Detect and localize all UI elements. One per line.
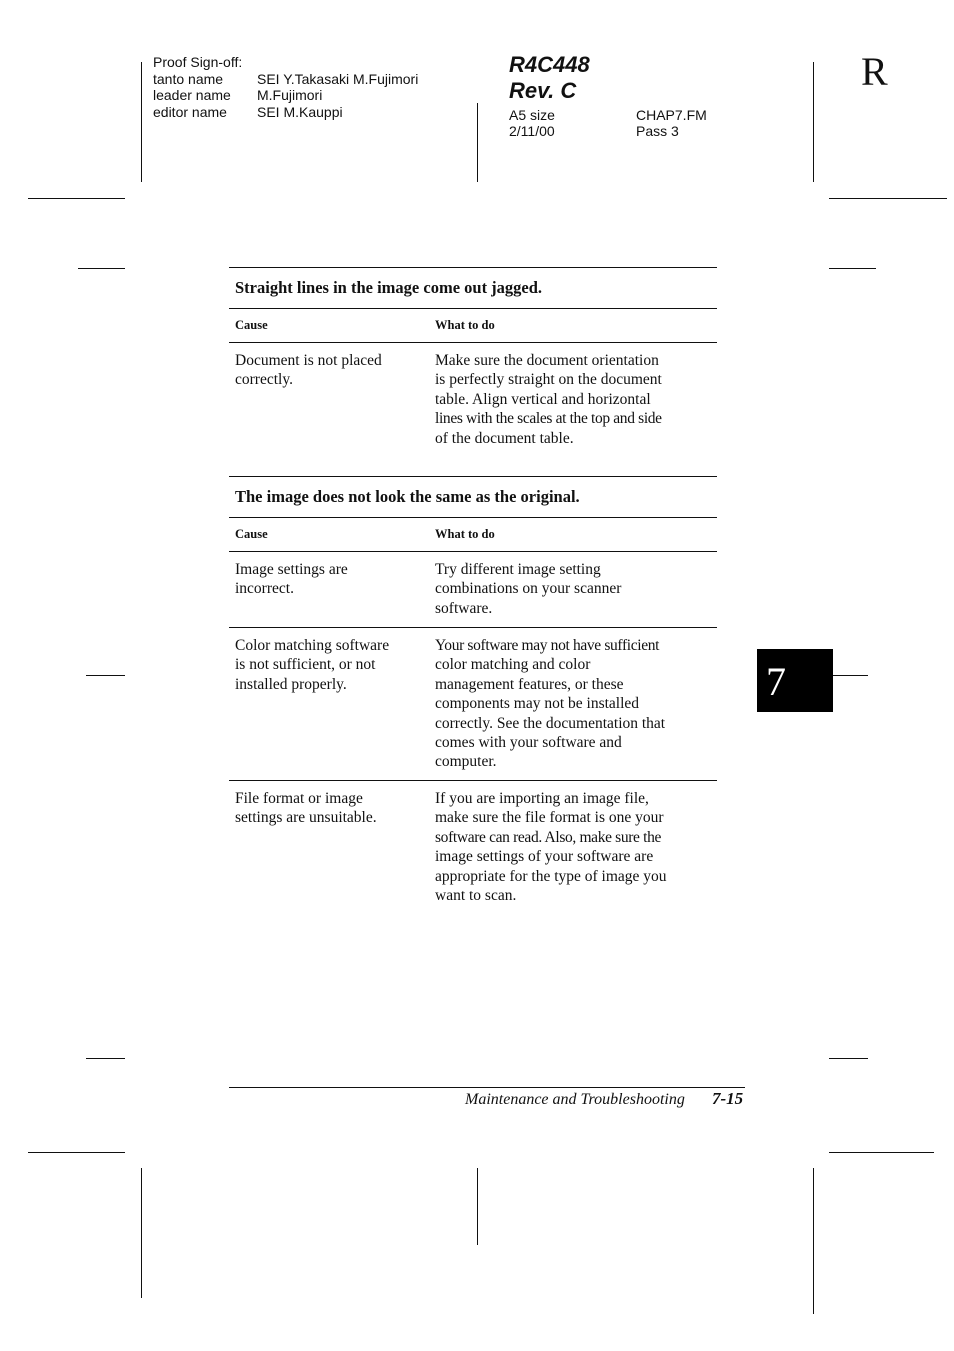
section-title: The image does not look the same as the original.	[235, 487, 580, 506]
proof-row-label: tanto name	[153, 70, 224, 87]
crop-mark	[28, 1152, 125, 1153]
cell-line: components may not be installed	[435, 695, 640, 713]
cause-cell	[235, 351, 415, 390]
cause-cell	[235, 789, 415, 828]
cell-line: correctly.	[235, 371, 293, 389]
row-rule	[229, 780, 717, 781]
row-rule	[229, 627, 717, 628]
doc-code-id: R4C448	[509, 52, 590, 77]
header-rule	[229, 308, 717, 309]
cell-line: Color matching software	[235, 637, 390, 654]
crop-mark	[477, 103, 478, 182]
crop-mark	[28, 198, 125, 199]
crop-mark	[829, 1152, 934, 1153]
header-rule	[229, 517, 717, 518]
chapter-number: 7	[766, 659, 786, 704]
crop-mark	[829, 1058, 868, 1059]
proof-row-value: SEI Y.Takasaki M.Fujimori	[257, 70, 419, 87]
what-to-do-cell	[435, 560, 703, 618]
what-to-do-column-header: What to do	[435, 527, 495, 541]
cell-line: appropriate for the type of image you	[435, 867, 667, 885]
cell-line: is perfectly straight on the document	[435, 371, 662, 389]
cell-line: Make sure the document orientation	[435, 352, 659, 369]
cell-line: Your software may not have sufficient	[435, 637, 660, 654]
section-title: Straight lines in the image come out jagged.	[235, 278, 543, 297]
cell-line: If you are importing an image file,	[435, 790, 649, 807]
proof-row-label: leader name	[153, 87, 231, 103]
doc-date: 2/11/00	[509, 123, 555, 139]
header-rule	[229, 342, 717, 343]
crop-mark	[86, 675, 125, 676]
doc-code	[509, 52, 739, 142]
doc-code-revision: Rev. C	[509, 78, 577, 103]
cause-column-header: Cause	[235, 318, 268, 332]
cell-line: is not sufficient, or not	[235, 656, 376, 674]
crop-mark	[477, 1168, 478, 1245]
what-to-do-cell	[435, 636, 703, 772]
cell-line: lines with the scales at the top and side	[435, 410, 662, 428]
cell-line: incorrect.	[235, 580, 294, 598]
cell-line: comes with your software and	[435, 734, 622, 752]
corner-mark: R	[861, 49, 888, 94]
crop-mark	[829, 198, 947, 199]
what-to-do-cell	[435, 351, 703, 448]
cell-line: settings are unsuitable.	[235, 809, 377, 827]
cause-cell	[235, 560, 415, 599]
cell-line: management features, or these	[435, 675, 624, 693]
crop-mark	[141, 1168, 142, 1298]
cell-line: image settings of your software are	[435, 848, 654, 866]
doc-file: CHAP7.FM	[636, 107, 707, 123]
cell-line: of the document table.	[435, 429, 574, 447]
cell-line: Image settings are	[235, 561, 348, 578]
cell-line: File format or image	[235, 790, 363, 807]
cell-line: color matching and color	[435, 656, 591, 674]
cell-line: combinations on your scanner	[435, 580, 622, 598]
cell-line: software can read. Also, make sure the	[435, 828, 661, 846]
cell-line: table. Align vertical and horizontal	[435, 390, 651, 408]
header-rule	[229, 551, 717, 552]
doc-size: A5 size	[509, 107, 555, 123]
crop-mark	[829, 675, 868, 676]
section-rule	[229, 476, 717, 477]
proof-signoff	[153, 54, 453, 120]
what-to-do-cell	[435, 789, 703, 905]
proof-row-value: SEI M.Kauppi	[257, 103, 343, 120]
cell-line: computer.	[435, 753, 497, 771]
footer-rule	[229, 1087, 745, 1088]
page-number: 7-15	[712, 1089, 744, 1108]
what-to-do-column-header: What to do	[435, 318, 495, 332]
crop-mark	[829, 268, 876, 269]
doc-pass: Pass 3	[636, 123, 679, 139]
cell-line: make sure the file format is one your	[435, 809, 664, 827]
footer-section-title: Maintenance and Troubleshooting	[465, 1091, 685, 1108]
cause-cell	[235, 636, 415, 694]
crop-mark	[78, 268, 125, 269]
cell-line: want to scan.	[435, 887, 517, 905]
crop-mark	[86, 1058, 125, 1059]
cell-line: software.	[435, 599, 493, 617]
cell-line: Document is not placed	[235, 352, 382, 369]
cell-line: correctly. See the documentation that	[435, 714, 666, 732]
chapter-tab	[757, 649, 833, 712]
proof-row-value: M.Fujimori	[257, 87, 323, 103]
section-rule	[229, 267, 717, 268]
crop-mark	[141, 62, 142, 182]
proof-row-label: editor name	[153, 103, 227, 120]
crop-mark	[813, 1168, 814, 1314]
proof-signoff-label: Proof Sign-off:	[153, 54, 243, 70]
crop-mark	[813, 62, 814, 182]
cell-line: installed properly.	[235, 675, 347, 693]
cause-column-header: Cause	[235, 527, 268, 541]
cell-line: Try different image setting	[435, 561, 601, 578]
